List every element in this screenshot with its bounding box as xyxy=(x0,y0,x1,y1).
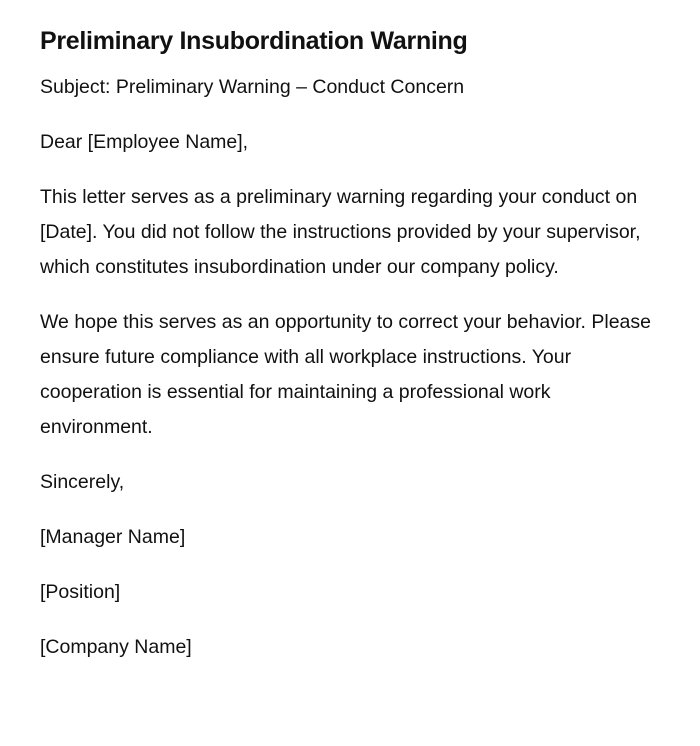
document-title: Preliminary Insubordination Warning xyxy=(40,27,468,55)
signature-company: [Company Name] xyxy=(40,636,192,658)
closing: Sincerely, xyxy=(40,471,125,493)
signature-name: [Manager Name] xyxy=(40,526,186,548)
salutation: Dear [Employee Name], xyxy=(40,131,249,153)
body-paragraph-2: We hope this serves as an opportunity to correct your behavior. Please ensure future compliance with all workplace instructions. Your cooperation is essential for maintaining a professional work environment. xyxy=(40,311,651,438)
signature-position: [Position] xyxy=(40,581,121,603)
subject-line: Subject: Preliminary Warning – Conduct Concern xyxy=(40,76,465,98)
body-paragraph-1: This letter serves as a preliminary warning regarding your conduct on [Date]. You did not follow the instructions provided by your supervisor, which constitutes insubordination under our company policy. xyxy=(40,186,641,278)
